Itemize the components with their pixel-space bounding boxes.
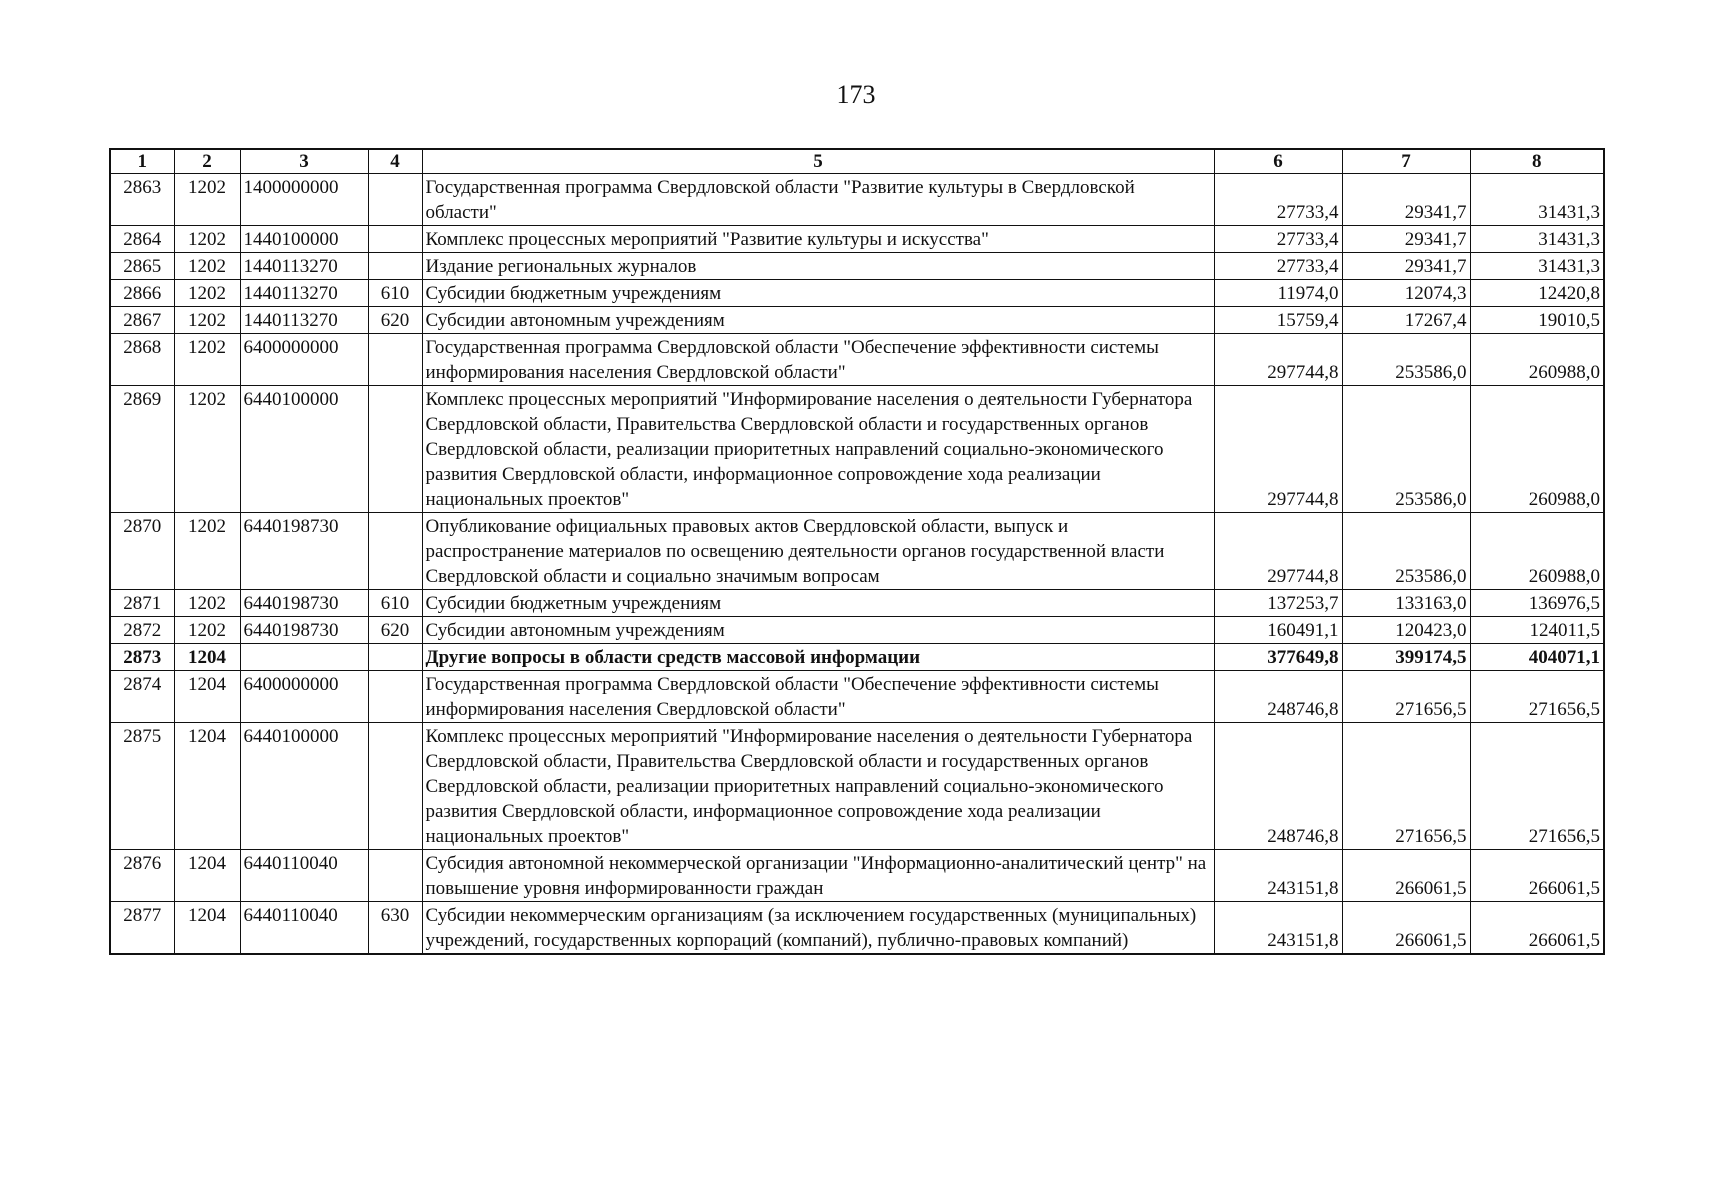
- target-article-code: 6440110040: [240, 850, 368, 902]
- section-code: 1202: [174, 334, 240, 386]
- amount-col-8: 124011,5: [1470, 617, 1604, 644]
- item-description: Комплекс процессных мероприятий "Развитие культуры и искусства": [422, 226, 1214, 253]
- amount-col-6: 248746,8: [1214, 671, 1342, 723]
- amount-col-6: 137253,7: [1214, 590, 1342, 617]
- row-number: 2872: [110, 617, 174, 644]
- expense-type-code: [368, 334, 422, 386]
- row-number: 2877: [110, 902, 174, 955]
- table-row: [110, 307, 1604, 334]
- target-article-code: [240, 644, 368, 671]
- amount-col-7: 399174,5: [1342, 644, 1470, 671]
- amount-col-7: 120423,0: [1342, 617, 1470, 644]
- target-article-code: 1440113270: [240, 307, 368, 334]
- expense-type-code: 610: [368, 280, 422, 307]
- amount-col-6: 243151,8: [1214, 902, 1342, 955]
- amount-col-7: 271656,5: [1342, 671, 1470, 723]
- table-row: [110, 253, 1604, 280]
- row-number: 2871: [110, 590, 174, 617]
- header-col-3: 3: [240, 149, 368, 174]
- amount-col-7: 29341,7: [1342, 253, 1470, 280]
- table-row: [110, 590, 1604, 617]
- row-number: 2865: [110, 253, 174, 280]
- amount-col-8: 260988,0: [1470, 386, 1604, 513]
- section-code: 1202: [174, 280, 240, 307]
- section-code: 1204: [174, 850, 240, 902]
- expense-type-code: [368, 386, 422, 513]
- target-article-code: 6440100000: [240, 723, 368, 850]
- amount-col-8: 404071,1: [1470, 644, 1604, 671]
- section-code: 1202: [174, 253, 240, 280]
- amount-col-8: 260988,0: [1470, 334, 1604, 386]
- table-row: [110, 334, 1604, 386]
- table-row: [110, 671, 1604, 723]
- section-code: 1204: [174, 644, 240, 671]
- amount-col-6: 297744,8: [1214, 513, 1342, 590]
- row-number: 2867: [110, 307, 174, 334]
- header-col-5: 5: [422, 149, 1214, 174]
- row-number: 2876: [110, 850, 174, 902]
- section-code: 1202: [174, 226, 240, 253]
- expense-type-code: 610: [368, 590, 422, 617]
- item-description: Субсидии некоммерческим организациям (за исключением государственных (муниципальных) учреждений, государственных корпораций (компаний), публично-правовых компаний): [422, 902, 1214, 955]
- expense-type-code: [368, 850, 422, 902]
- target-article-code: 6440110040: [240, 902, 368, 955]
- amount-col-7: 253586,0: [1342, 334, 1470, 386]
- amount-col-8: 31431,3: [1470, 174, 1604, 226]
- section-code: 1202: [174, 174, 240, 226]
- table-row: [110, 513, 1604, 590]
- amount-col-6: 297744,8: [1214, 386, 1342, 513]
- table-row: [110, 902, 1604, 955]
- row-number: 2870: [110, 513, 174, 590]
- expense-type-code: [368, 723, 422, 850]
- target-article-code: 6400000000: [240, 671, 368, 723]
- page-number: 173: [836, 80, 876, 109]
- section-code: 1202: [174, 513, 240, 590]
- item-description: Государственная программа Свердловской области "Обеспечение эффективности системы информирования населения Свердловской области": [422, 671, 1214, 723]
- item-description: Издание региональных журналов: [422, 253, 1214, 280]
- section-code: 1204: [174, 902, 240, 955]
- table-row: [110, 280, 1604, 307]
- header-col-2: 2: [174, 149, 240, 174]
- row-number: 2868: [110, 334, 174, 386]
- amount-col-6: 160491,1: [1214, 617, 1342, 644]
- table-header-row: [110, 149, 1604, 174]
- row-number: 2866: [110, 280, 174, 307]
- header-col-4: 4: [368, 149, 422, 174]
- section-code: 1202: [174, 590, 240, 617]
- amount-col-7: 133163,0: [1342, 590, 1470, 617]
- amount-col-6: 11974,0: [1214, 280, 1342, 307]
- item-description: Субсидии бюджетным учреждениям: [422, 590, 1214, 617]
- expense-type-code: [368, 226, 422, 253]
- row-number: 2863: [110, 174, 174, 226]
- amount-col-6: 27733,4: [1214, 174, 1342, 226]
- table-row: [110, 174, 1604, 226]
- expense-type-code: [368, 513, 422, 590]
- target-article-code: 6400000000: [240, 334, 368, 386]
- expense-type-code: 620: [368, 617, 422, 644]
- header-col-7: 7: [1342, 149, 1470, 174]
- table-row: [110, 850, 1604, 902]
- section-code: 1204: [174, 723, 240, 850]
- item-description: Субсидии автономным учреждениям: [422, 617, 1214, 644]
- amount-col-7: 29341,7: [1342, 226, 1470, 253]
- target-article-code: 6440198730: [240, 617, 368, 644]
- amount-col-7: 17267,4: [1342, 307, 1470, 334]
- amount-col-6: 377649,8: [1214, 644, 1342, 671]
- amount-col-7: 29341,7: [1342, 174, 1470, 226]
- row-number: 2875: [110, 723, 174, 850]
- table-row: [110, 644, 1604, 671]
- header-col-6: 6: [1214, 149, 1342, 174]
- header-col-1: 1: [110, 149, 174, 174]
- expense-type-code: 630: [368, 902, 422, 955]
- amount-col-8: 136976,5: [1470, 590, 1604, 617]
- item-description: Государственная программа Свердловской области "Обеспечение эффективности системы информирования населения Свердловской области": [422, 334, 1214, 386]
- amount-col-6: 27733,4: [1214, 253, 1342, 280]
- target-article-code: 1440100000: [240, 226, 368, 253]
- item-description: Другие вопросы в области средств массовой информации: [422, 644, 1214, 671]
- expense-type-code: [368, 644, 422, 671]
- amount-col-8: 12420,8: [1470, 280, 1604, 307]
- header-col-8: 8: [1470, 149, 1604, 174]
- section-code: 1204: [174, 671, 240, 723]
- amount-col-7: 266061,5: [1342, 850, 1470, 902]
- amount-col-8: 260988,0: [1470, 513, 1604, 590]
- amount-col-6: 27733,4: [1214, 226, 1342, 253]
- target-article-code: 1400000000: [240, 174, 368, 226]
- row-number: 2869: [110, 386, 174, 513]
- table-row: [110, 386, 1604, 513]
- row-number: 2874: [110, 671, 174, 723]
- section-code: 1202: [174, 386, 240, 513]
- item-description: Субсидия автономной некоммерческой организации "Информационно-аналитический центр" на повышение уровня информированности граждан: [422, 850, 1214, 902]
- amount-col-7: 253586,0: [1342, 513, 1470, 590]
- table-row: [110, 723, 1604, 850]
- expense-type-code: [368, 671, 422, 723]
- table-row: [110, 617, 1604, 644]
- target-article-code: 6440100000: [240, 386, 368, 513]
- target-article-code: 6440198730: [240, 513, 368, 590]
- amount-col-8: 19010,5: [1470, 307, 1604, 334]
- item-description: Субсидии автономным учреждениям: [422, 307, 1214, 334]
- item-description: Комплекс процессных мероприятий "Информирование населения о деятельности Губернатора Свердловской области, Правительства Свердловской области и государственных органов Свердловской области, реализации приоритетных направлений социально-экономического развития Свердловской области, информационное сопровождение хода реализации национальных проектов": [422, 723, 1214, 850]
- target-article-code: 6440198730: [240, 590, 368, 617]
- row-number: 2864: [110, 226, 174, 253]
- amount-col-8: 271656,5: [1470, 671, 1604, 723]
- item-description: Субсидии бюджетным учреждениям: [422, 280, 1214, 307]
- amount-col-6: 297744,8: [1214, 334, 1342, 386]
- budget-table: [109, 148, 1605, 955]
- amount-col-6: 15759,4: [1214, 307, 1342, 334]
- item-description: Комплекс процессных мероприятий "Информирование населения о деятельности Губернатора Свердловской области, Правительства Свердловской области и государственных органов Свердловской области, реализации приоритетных направлений социально-экономического развития Свердловской области, информационное сопровождение хода реализации национальных проектов": [422, 386, 1214, 513]
- row-number: 2873: [110, 644, 174, 671]
- expense-type-code: 620: [368, 307, 422, 334]
- table-row: [110, 226, 1604, 253]
- section-code: 1202: [174, 617, 240, 644]
- section-code: 1202: [174, 307, 240, 334]
- expense-type-code: [368, 253, 422, 280]
- amount-col-7: 271656,5: [1342, 723, 1470, 850]
- target-article-code: 1440113270: [240, 280, 368, 307]
- amount-col-7: 12074,3: [1342, 280, 1470, 307]
- expense-type-code: [368, 174, 422, 226]
- amount-col-8: 271656,5: [1470, 723, 1604, 850]
- amount-col-8: 31431,3: [1470, 226, 1604, 253]
- amount-col-6: 248746,8: [1214, 723, 1342, 850]
- amount-col-6: 243151,8: [1214, 850, 1342, 902]
- budget-table-container: [109, 148, 1603, 955]
- amount-col-7: 253586,0: [1342, 386, 1470, 513]
- item-description: Государственная программа Свердловской области "Развитие культуры в Свердловской области": [422, 174, 1214, 226]
- table-body: [110, 174, 1604, 955]
- amount-col-8: 31431,3: [1470, 253, 1604, 280]
- target-article-code: 1440113270: [240, 253, 368, 280]
- item-description: Опубликование официальных правовых актов Свердловской области, выпуск и распространение материалов по освещению деятельности органов государственной власти Свердловской области и социально значимым вопросам: [422, 513, 1214, 590]
- amount-col-8: 266061,5: [1470, 902, 1604, 955]
- amount-col-8: 266061,5: [1470, 850, 1604, 902]
- amount-col-7: 266061,5: [1342, 902, 1470, 955]
